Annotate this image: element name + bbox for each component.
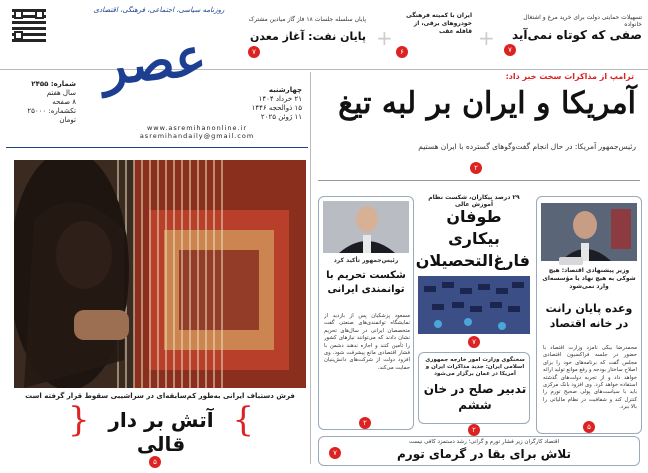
plus-icon: + — [376, 26, 393, 50]
date-lunar: ۱۵ ذوالحجه ۱۴۴۶ — [251, 104, 302, 112]
date-gregorian: ۱۱ ژوئن ۲۰۲۵ — [260, 113, 302, 121]
teaser-kicker: پایان سلسله جلسات ۱۸ فاز گاز میادین مشترک — [248, 16, 366, 23]
feature-title-box[interactable] — [68, 400, 254, 456]
issue-year: سال هفتم — [46, 89, 76, 97]
divider — [6, 147, 308, 148]
middle-bottom-kicker: سخنگوی وزارت امور خارجه جمهوری اسلامی ایران: جدید مذاکرات ایران و آمریکا در عمان برگزار می‌شود — [425, 357, 525, 377]
teaser-kicker: تسهیلات حمایتی دولت برای خرید مرغ و اشتغال خانواده — [523, 14, 642, 28]
teaser-page-badge: ۷ — [504, 44, 516, 56]
lead-page-badge: ۲ — [470, 162, 482, 174]
lead-kicker: ترامپ از مذاکرات سخت خبر داد: — [505, 72, 634, 81]
bottom-strip[interactable] — [318, 436, 640, 466]
issue-dates — [232, 86, 302, 122]
left-news-column[interactable] — [318, 196, 414, 430]
right-kicker: وزیر پیشنهادی اقتصاد: هیچ شوکی به هیچ نهاد یا مؤسسه‌ای وارد نمی‌شود — [542, 267, 636, 290]
feature-title: آتش بر دار قالی — [108, 408, 214, 456]
bottom-kicker: اقتصاد کارگران زیر فشار تورم و گرانی؛ رشد دستمزد کافی نیست — [408, 439, 560, 445]
email-link[interactable]: asremihandaily@gmail.com — [139, 132, 255, 140]
website-link[interactable]: www.asremihanonline.ir — [146, 124, 248, 132]
middle-title: طوفان بیکاری فارغ‌التحصیلان — [415, 207, 530, 270]
divider — [318, 180, 640, 181]
teaser-1[interactable] — [500, 4, 646, 62]
left-news-body: مسعود پزشکیان پس از بازدید از نمایشگاه توانمندی‌های صنعتی گفت متخصصان ایرانی در سال‌های تحریم نشان دادند که می‌توانند نیازهای کشور را تأمین کنند و اجازه ندهند دشمن با فشار اقتصادی مانع پیشرفت شود. وی افزود دولت از شرکت‌های دانش‌بنیان حمایت می‌کند. — [324, 313, 410, 371]
middle-kicker: ۲۹ درصد بیکاران، شکست نظام آموزش عالی — [428, 194, 520, 208]
left-news-title: شکست تحریم با توانمندی ایرانی — [326, 270, 406, 295]
bottom-title: تلاش برای بقا در گرمای تورم — [397, 447, 571, 461]
right-body: محمدرضا بیگی نامزد وزارت اقتصاد با حضور در جلسه فراکسیون اقتصادی مجلس گفت که برنامه‌های خود را برای اصلاح ساختار بودجه و رفع موانع تولید ارائه خواهد داد و از تجربه دولت‌های گذشته استفاده خواهد کرد. وی افزود بانک مرکزی باید با سیاست‌های پولی صحیح تورم را کنترل کند و شفافیت در نظام مالیاتی را بالا ببرد. — [543, 345, 637, 411]
bottom-page-badge: ۷ — [329, 447, 341, 459]
lead-sub: رئیس‌جمهور آمریکا: در حال انجام گفت‌وگوهای گسترده با ایران هستیم — [418, 142, 636, 151]
teaser-title: صفی که کوتاه نمی‌آید — [511, 28, 642, 42]
brace-left-icon: } — [68, 400, 90, 440]
issue-price: تکشماره: ۲۵۰۰۰ تومان — [27, 107, 76, 124]
teaser-page-badge: ۷ — [248, 46, 260, 58]
minister-photo — [541, 203, 637, 261]
teaser-title: پایان نفت: آغاز معدن — [250, 30, 366, 43]
feature-caption: فرش دستباف ایرانی به‌طور کم‌سابقه‌ای در سراشیبی سقوط قرار گرفته است — [25, 392, 295, 400]
plus-icon: + — [478, 26, 495, 50]
president-photo — [323, 201, 409, 253]
middle-bottom[interactable] — [418, 352, 530, 424]
contact-info — [88, 124, 306, 140]
teaser-2[interactable] — [394, 4, 474, 62]
left-news-kicker: رئیس‌جمهور تأکید کرد — [333, 257, 399, 264]
carpet-weaver-photo — [14, 160, 306, 388]
microphone-icon — [559, 257, 583, 265]
teaser-page-badge: ۶ — [396, 46, 408, 58]
date-solar: ۲۱ خرداد ۱۴۰۴ — [258, 95, 302, 103]
middle-bottom-page-badge: ۲ — [468, 424, 480, 436]
qr-code — [12, 8, 46, 42]
issue-info — [14, 80, 76, 125]
middle-column[interactable] — [415, 190, 530, 348]
graduation-photo — [418, 276, 530, 334]
issue-pages: ۸ صفحه — [52, 98, 76, 106]
right-column[interactable] — [536, 196, 642, 434]
teaser-3[interactable] — [244, 4, 370, 62]
middle-page-badge: ۷ — [468, 336, 480, 348]
teaser-kicker: ایران با کمیته فرهنگی خودروهای برقی، از قافله عقب — [406, 12, 472, 35]
masthead-logo: عصر — [98, 26, 209, 98]
brace-right-icon: { — [232, 400, 254, 440]
left-news-page-badge: ۲ — [359, 417, 371, 429]
masthead-slogan: روزنامه سیاسی، اجتماعی، فرهنگی، اقتصادی — [93, 6, 225, 14]
carpet-weaver-illustration — [14, 160, 306, 388]
right-page-badge: ۵ — [583, 421, 595, 433]
feature-page-badge: ۵ — [149, 456, 161, 468]
column-divider — [310, 72, 311, 464]
issue-number: شماره: ۲۴۵۵ — [31, 80, 76, 88]
lead-headline[interactable]: آمریکا و ایران بر لبه تیغ — [338, 86, 636, 121]
issue-day: چهارشنبه — [268, 86, 302, 94]
right-title: وعده پایان رانت در خانه اقتصاد — [545, 302, 633, 330]
masthead — [58, 0, 246, 130]
middle-bottom-title: تدبیر صلح در خان ششم — [423, 382, 527, 412]
